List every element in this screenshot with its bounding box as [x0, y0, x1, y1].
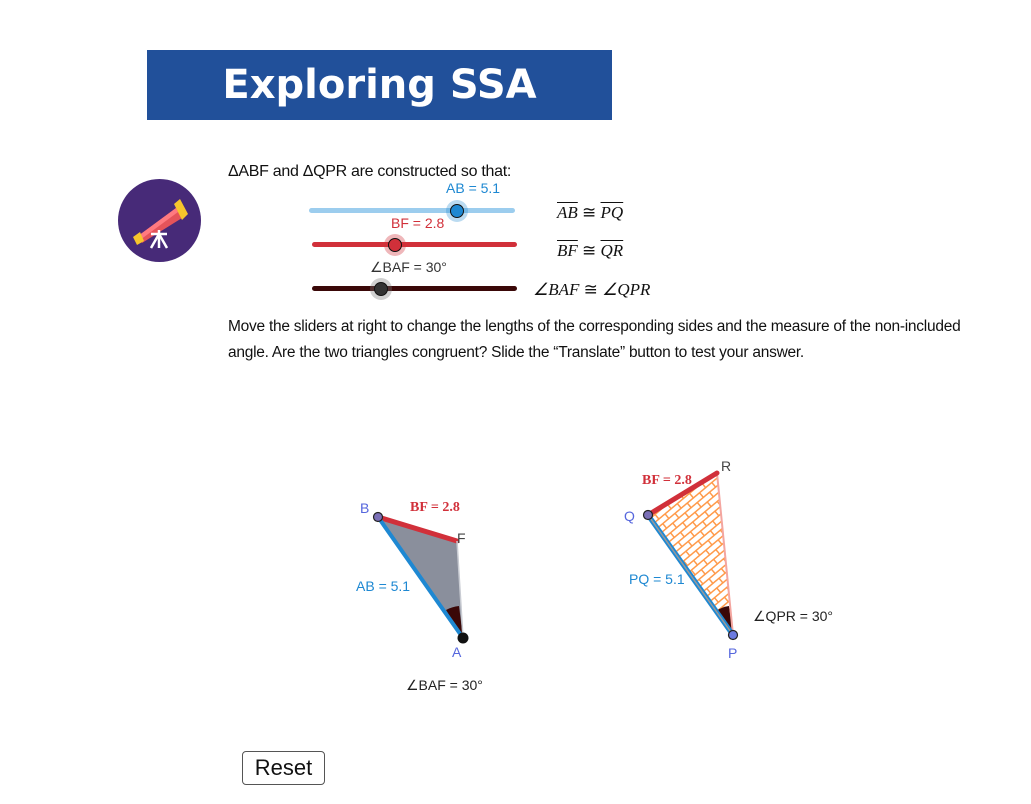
slider-ab-track[interactable]	[309, 208, 515, 213]
label-f: F	[457, 530, 466, 546]
slider-ab-knob[interactable]	[450, 204, 464, 218]
reset-button[interactable]: Reset	[242, 751, 325, 785]
label-ab: AB = 5.1	[356, 578, 411, 594]
angle-baf: ∠BAF	[533, 280, 580, 299]
segment-ab: $\overline{AB}$	[557, 203, 578, 222]
congruent-symbol: ≅	[582, 203, 597, 222]
point-a[interactable]	[458, 633, 469, 644]
label-r: R	[721, 458, 732, 474]
point-b[interactable]	[374, 513, 383, 522]
label-bf: BF = 2.8	[410, 500, 460, 515]
point-q[interactable]	[644, 511, 653, 520]
segment-bf: $\overline{BF}$	[557, 241, 578, 260]
label-pq: PQ = 5.1	[629, 571, 685, 587]
label-qr: BF = 2.8	[642, 473, 692, 488]
intro-text: ΔABF and ΔQPR are constructed so that:	[228, 163, 511, 180]
page-title: Exploring SSA	[222, 62, 537, 108]
segment-pq: $\overline{PQ}$	[600, 203, 624, 222]
slider-bf-track[interactable]	[312, 242, 517, 247]
congruence-ab-pq	[557, 203, 623, 223]
triangle-abf	[340, 490, 520, 700]
triangle-qpr	[600, 450, 860, 670]
segment-qr: $\overline{QR}$	[600, 241, 624, 260]
label-angle-qpr: ∠QPR = 30°	[753, 608, 834, 624]
slider-bf-label: BF = 2.8	[391, 215, 445, 231]
slider-angle-label: ∠BAF = 30°	[370, 259, 447, 275]
label-q: Q	[624, 508, 635, 524]
point-p[interactable]	[729, 631, 738, 640]
label-b: B	[360, 500, 370, 516]
angle-qpr: ∠QPR	[602, 280, 651, 299]
congruent-symbol: ≅	[582, 241, 597, 260]
title-banner	[147, 50, 612, 120]
label-angle-baf: ∠BAF = 30°	[406, 677, 483, 693]
slider-bf-knob[interactable]	[388, 238, 402, 252]
slider-angle-track[interactable]	[312, 286, 517, 291]
telescope-icon	[118, 179, 201, 262]
congruence-angles	[533, 280, 650, 300]
congruence-bf-qr	[557, 241, 623, 261]
slider-angle-knob[interactable]	[374, 282, 388, 296]
instructions-text: Move the sliders at right to change the lengths of the corresponding sides and the measure of the non-included angle. Are the two triangles congruent? Slide the “Translate” button to test your answer.	[228, 318, 961, 361]
congruent-symbol: ≅	[583, 280, 598, 299]
slider-ab-label: AB = 5.1	[446, 180, 501, 196]
label-p: P	[728, 645, 738, 661]
label-a: A	[452, 644, 462, 660]
